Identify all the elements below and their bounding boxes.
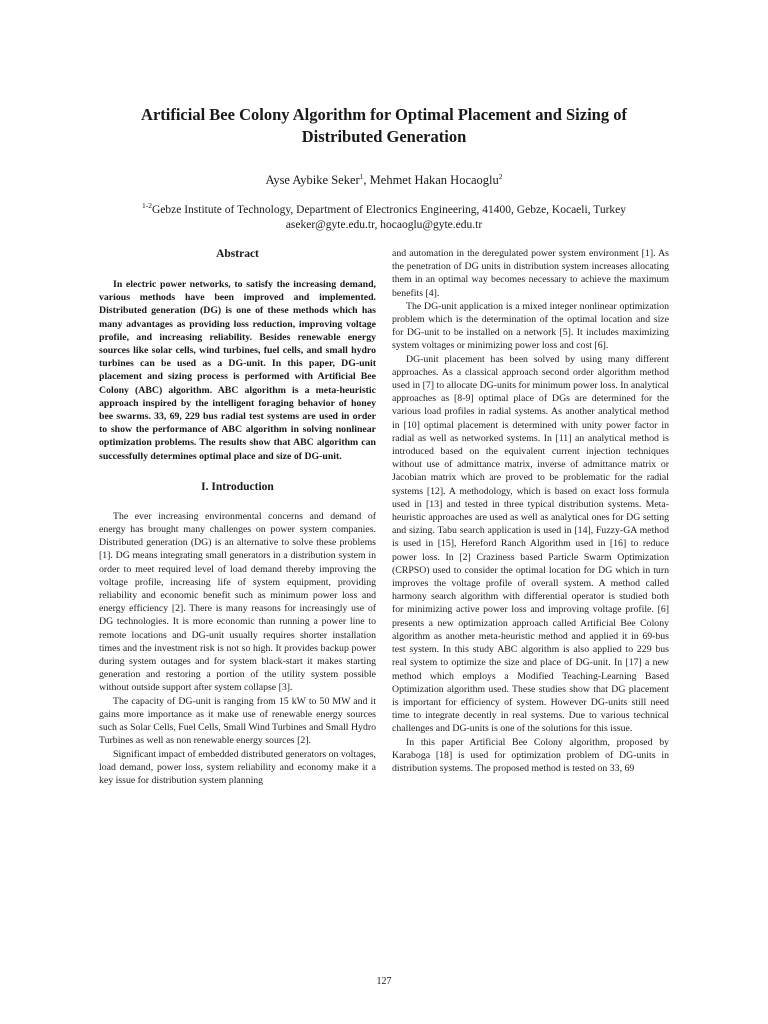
affiliation-superscript: 1-2	[141, 201, 152, 211]
body-paragraph: and automation in the deregulated power system environment [1]. As the penetration of DG units in distribution system increases allocating them in an optimal way becomes necessary to achieve the maximum benefits [4].	[392, 248, 669, 299]
body-paragraph: In this paper Artificial Bee Colony algorithm, proposed by Karaboga [18] is used for optimization problem of DG-units in distribution systems. The proposed method is tested on 33, 69	[392, 736, 669, 774]
author-name: Mehmet Hakan Hocaoglu	[369, 173, 499, 187]
affiliation-text: Gebze Institute of Technology, Department of Electronics Engineering, 41400, Gebze, Kocaeli, Turkey	[151, 204, 627, 216]
author-emails: aseker@gyte.edu.tr, hocaoglu@gyte.edu.tr	[285, 219, 483, 231]
affiliation-line	[100, 203, 668, 218]
body-paragraph: The capacity of DG-unit is ranging from 15 kW to 50 MW and it gains more importance as it make use of renewable energy sources such as Solar Cells, Fuel Cells, Small Wind Turbines and Small Hydro Turbines as well as non renewable energy sources [2].	[99, 695, 376, 747]
abstract-heading: Abstract	[216, 248, 259, 260]
author-superscript: 2	[498, 171, 503, 181]
left-column	[99, 246, 376, 787]
introduction-heading: I. Introduction	[201, 480, 274, 493]
affiliation-block	[100, 203, 668, 233]
author-separator: ,	[363, 173, 370, 187]
page-number: 127	[376, 976, 392, 987]
author-line	[100, 172, 668, 188]
author-name: Ayse Aybike Seker	[265, 173, 360, 187]
paper-title: Artificial Bee Colony Algorithm for Optimal Placement and Sizing of Distributed Generation	[141, 105, 627, 146]
author-superscript: 1	[359, 171, 364, 181]
body-paragraph: The ever increasing environmental concerns and demand of energy has brought many challenges on power system companies. Distributed generation (DG) is an alternative to solve these problems [1]. DG means integrating small generators in a distribution system in order to meet required level of load demand thereby improving the voltage profile, increasing life of system equipment, providing reliability and economic benefit such as minimum power loss and energy efficiency [2]. There is many reasons for increasingly use of DG technologies. It is more economic than running a power line to remote locations and DG-unit usually requires shorter installation times and the investment risk is not so high. It provides backup power during system outages and for system black-start it makes starting generation and restoring a portion of the utility system possible without outside support after system collapse [3].	[99, 510, 376, 694]
body-paragraph: Significant impact of embedded distributed generators on voltages, load demand, power loss, system reliability and economy make it a key issue for distribution system planning	[99, 748, 376, 786]
body-paragraph: The DG-unit application is a mixed integer nonlinear optimization problem which is the determination of the optimal location and size for DG-unit to be installed on a network [5]. It includes maximizing system voltages or minimizing power loss and cost [6].	[392, 300, 669, 352]
abstract-text: In electric power networks, to satisfy the increasing demand, various methods have been improved and implemented. Distributed generation (DG) is one of these methods which has many advantages as providing loss reduction, improving voltage profile, and increasing reliability. Besides renewable energy sources like solar cells, wind turbines, fuel cells, and small hydro turbines can be used as a DG-unit. In this paper, DG-unit placement and sizing process is performed with Artificial Bee Colony (ABC) algorithm. ABC algorithm is a meta-heuristic approach inspired by the intelligent foraging behavior of honey bee swarms. 33, 69, 229 bus radial test systems are used in order to show the performance of ABC algorithm in solving nonlinear optimization problems. The results show that ABC algorithm can successfully determines optimal place and size of DG-unit.	[99, 279, 376, 462]
right-column	[392, 247, 669, 775]
body-paragraph: DG-unit placement has been solved by using many different approaches. As a classical approach second order algorithm method used in [7] to allocate DG-units for minimum power loss. In analytical approaches as [8-9] optimal place of DGs are determined for the various load profiles in radial systems. As another analytical method in [10] optimal placement is determined with unity power factor in radial as well as networked systems. In [11] an analytical method is introduced based on the equivalent current injection techniques without use of admittance matrix, inverse of admittance matrix or Jacobian matrix which are proved to be problematic for the radial systems [12]. A methodology, which is based on exact loss formula used in [13] and tested in three typical distribution systems. Meta-heuristic approaches are used as well as analytical ones for DG setting and sizing. Tabu search application is used in [14], Fuzzy-GA method is used in [15], Hereford Ranch Algorithm used in [16] to reduce power loss. In [2] Craziness based Particle Swarm Optimization (CRPSO) used to consider the optimal location for DG which in turn improves the voltage profile of overall system. A method called harmony search algorithm with differential operator is studied both for minimizing active power loss and improving voltage profile. [6] presents a new optimization approach called Artificial Bee Colony algorithm as another meta-heuristic method and applied it in 69-bus test system. In this study ABC algorithm is also applied to 229 bus real system to optimize the size and place of DG-unit. In [17] a new method which employs a Modified Teaching-Learning Based Optimization algorithm used. These studies show that DG placement is important for efficiency of system. However DG-units still need time to integrate decently in real systems. Due to various technical challenges and DG-units is one of the solutions for this issue.	[392, 353, 669, 735]
